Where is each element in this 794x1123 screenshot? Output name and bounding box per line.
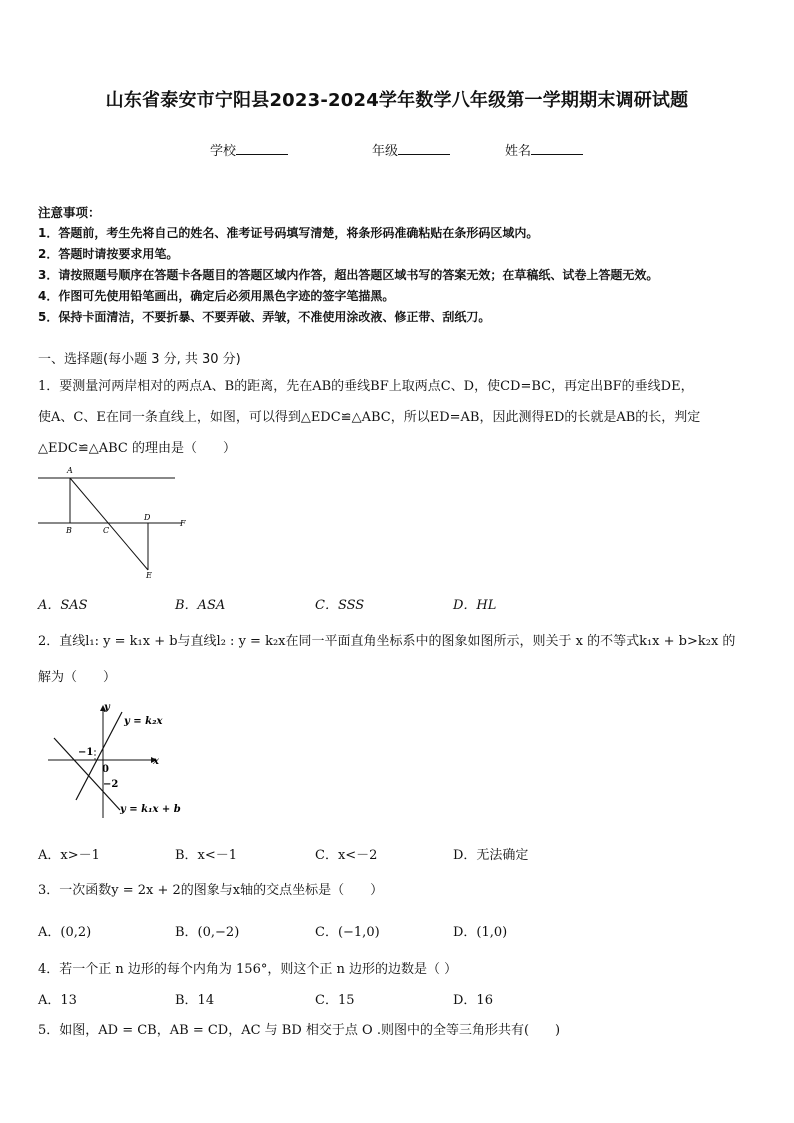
name-label: 姓名	[505, 144, 532, 159]
name-field	[505, 140, 583, 159]
q2-line1: 2．直线l₁: y = k₁x + b与直线l₂ : y = k₂x在同一平面直角坐标系中的图象如图所示，则关于 x 的不等式k₁x + b>k₂x 的	[38, 634, 736, 649]
q1-option-d[interactable]: D．HL	[453, 598, 497, 613]
notes-title: 注意事项：	[38, 205, 101, 220]
q4-option-b[interactable]: B．14	[175, 993, 215, 1008]
grade-label: 年级	[372, 144, 399, 159]
q3-option-a[interactable]: A．(0,2)	[38, 925, 92, 940]
q2-figure	[40, 700, 190, 825]
name-blank[interactable]	[531, 141, 583, 155]
note-item: 5．保持卡面清洁，不要折暴、不要弄破、弄皱，不准使用涂改液、修正带、刮纸刀。	[38, 310, 491, 324]
q2-option-b[interactable]: B．x<－1	[175, 848, 238, 863]
q3-option-c[interactable]: C．(−1,0)	[315, 925, 380, 940]
q4-option-c[interactable]: C．15	[315, 993, 355, 1008]
note-item: 3．请按照题号顺序在答题卡各题目的答题区域内作答，超出答题区域书写的答案无效；在草稿纸、试卷上答题无效。	[38, 268, 659, 282]
tick-zero: 0	[102, 764, 109, 775]
note-item: 2．答题时请按要求用笔。	[38, 247, 179, 261]
tick-neg2: −2	[103, 779, 119, 790]
q1-option-a[interactable]: A．SAS	[38, 598, 88, 613]
q1-line1: 1．要测量河两岸相对的两点A、B的距离，先在AB的垂线BF上取两点C、D，使CD=BC，再定出BF的垂线DE，	[38, 379, 694, 394]
q3-option-d[interactable]: D．(1,0)	[453, 925, 508, 940]
note-item: 4．作图可先使用铅笔画出，确定后必须用黑色字迹的签字笔描黑。	[38, 289, 395, 303]
q1-line2: 使A、C、E在同一条直线上，如图，可以得到△EDC≌△ABC，所以ED=AB，因此测得ED的长就是AB的长，判定	[38, 410, 701, 425]
segment-ae	[70, 478, 148, 570]
label-e: E	[146, 571, 152, 580]
q2-line2: 解为（ ）	[38, 670, 117, 685]
label-c: C	[103, 526, 110, 535]
q5-stem: 5．如图，AD = CB，AB = CD，AC 与 BD 相交于点 O .则图中的全等三角形共有( )	[38, 1023, 561, 1038]
q2-option-a[interactable]: A．x>－1	[38, 848, 100, 863]
grade-field	[372, 140, 450, 159]
school-label: 学校	[210, 144, 237, 159]
y-axis-label: y	[104, 702, 110, 713]
grade-blank[interactable]	[398, 141, 450, 155]
q4-option-a[interactable]: A．13	[38, 993, 77, 1008]
label-d: D	[144, 513, 151, 522]
q1-option-b[interactable]: B．ASA	[175, 598, 226, 613]
q1-option-c[interactable]: C．SSS	[315, 598, 365, 613]
label-a: A	[67, 466, 73, 475]
q4-stem: 4．若一个正 n 边形的每个内角为 156°，则这个正 n 边形的边数是（ ）	[38, 962, 458, 977]
x-axis-label: x	[153, 756, 159, 767]
q3-option-b[interactable]: B．(0,−2)	[175, 925, 240, 940]
q1-line3: △EDC≌△ABC 的理由是（ ）	[38, 441, 237, 456]
note-item: 1．答题前，考生先将自己的姓名、准考证号码填写清楚，将条形码准确粘贴在条形码区域内。	[38, 226, 539, 240]
school-field	[210, 140, 288, 159]
q1-figure	[30, 462, 200, 587]
school-blank[interactable]	[236, 141, 288, 155]
tick-neg1: −1	[78, 747, 94, 758]
q2-option-d[interactable]: D．无法确定	[453, 848, 529, 863]
q2-option-c[interactable]: C．x<－2	[315, 848, 378, 863]
l2-label: y = k₂x	[124, 716, 163, 727]
q3-stem: 3．一次函数y = 2x + 2的图象与x轴的交点坐标是（ ）	[38, 883, 384, 898]
label-f: F	[180, 519, 186, 528]
q4-option-d[interactable]: D．16	[453, 993, 493, 1008]
label-b: B	[66, 526, 72, 535]
l1-label: y = k₁x + b	[120, 804, 181, 815]
exam-title: 山东省泰安市宁阳县2023-2024学年数学八年级第一学期期末调研试题	[105, 90, 689, 111]
section-title: 一、选择题(每小题 3 分, 共 30 分)	[38, 352, 241, 367]
